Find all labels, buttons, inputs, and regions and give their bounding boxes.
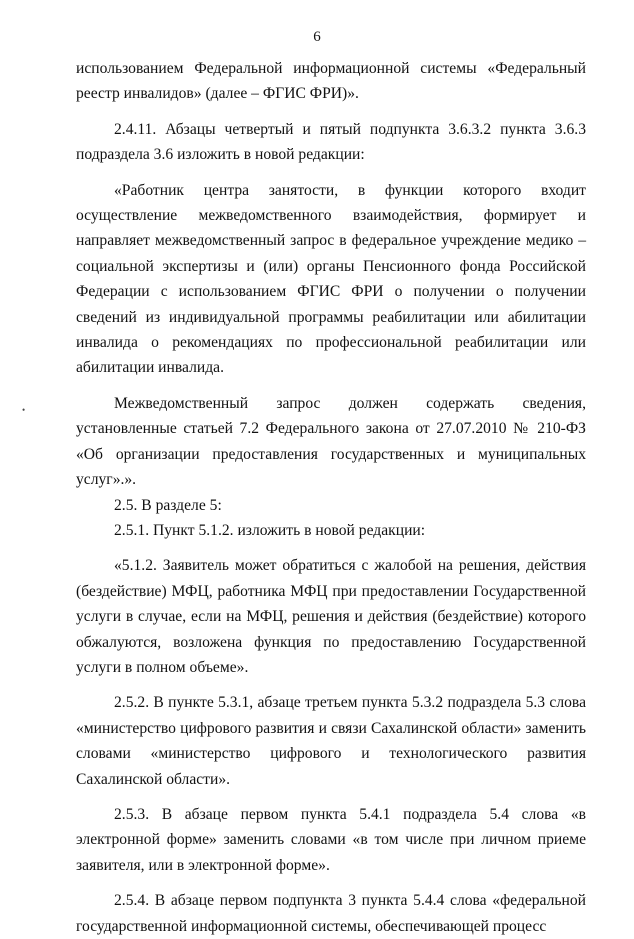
- paragraph-gap: [76, 878, 586, 888]
- paragraph-2: 2.4.11. Абзацы четвертый и пятый подпункта 3.6.3.2 пункта 3.6.3 подраздела 3.6 изложить в новой редакции:: [76, 120, 586, 164]
- document-body: [76, 56, 586, 939]
- page-number: 6: [313, 29, 321, 45]
- paragraph-4: Межведомственный запрос должен содержать сведения, установленные статьей 7.2 Федерального закона от 27.07.2010 № 210-ФЗ «Об организации предоставления государственных и муниципальных услуг».».: [76, 394, 586, 489]
- paragraph-gap: [76, 543, 586, 553]
- paragraph-10: 2.5.4. В абзаце первом подпункта 3 пункта 5.4.4 слова «федеральной государственной информационной системы, обеспечивающей процесс: [76, 892, 586, 935]
- paragraph-9: 2.5.3. В абзаце первом пункта 5.4.1 подраздела 5.4 слова «в электронной форме» заменить словами «в том числе при личном приеме заявителя, или в электронной форме».: [76, 805, 586, 874]
- paragraph-5: 2.5. В разделе 5:: [114, 496, 222, 514]
- scan-speck: •: [22, 405, 26, 415]
- paragraph-gap: [76, 792, 586, 802]
- paragraph-3: «Работник центра занятости, в функции которого входит осуществление межведомственного взаимодействия, формирует и направляет межведомственный запрос в федеральное учреждение медико – социальной экспертизы и (или) органы Пенсионного фонда Российской Федерации с использованием ФГИС ФРИ о получении о получении сведений из индивидуальной программы реабилитации или абилитации инвалида о рекомендациях по профессиональной реабилитации или абилитации инвалида.: [76, 181, 586, 377]
- paragraph-7: «5.1.2. Заявитель может обратиться с жалобой на решения, действия (бездействие) МФЦ, работника МФЦ при предоставлении Государственной услуги в случае, если на МФЦ, решения и действия (бездействие) которого обжалуются, возложена функция по предоставлению Государственной услуги в полном объеме».: [76, 557, 586, 676]
- paragraph-gap: [76, 381, 586, 391]
- paragraph-gap: [76, 680, 586, 690]
- paragraph-6: 2.5.1. Пункт 5.1.2. изложить в новой редакции:: [114, 521, 426, 539]
- paragraph-gap: [76, 168, 586, 178]
- paragraph-gap: [76, 107, 586, 117]
- paragraph-8: 2.5.2. В пункте 5.3.1, абзаце третьем пункта 5.3.2 подраздела 5.3 слова «министерство цифрового развития и связи Сахалинской области» заменить словами «министерство цифрового и технологического развития Сахалинской области».: [76, 694, 586, 788]
- paragraph-1: использованием Федеральной информационной системы «Федеральный реестр инвалидов» (далее – ФГИС ФРИ)».: [76, 60, 586, 103]
